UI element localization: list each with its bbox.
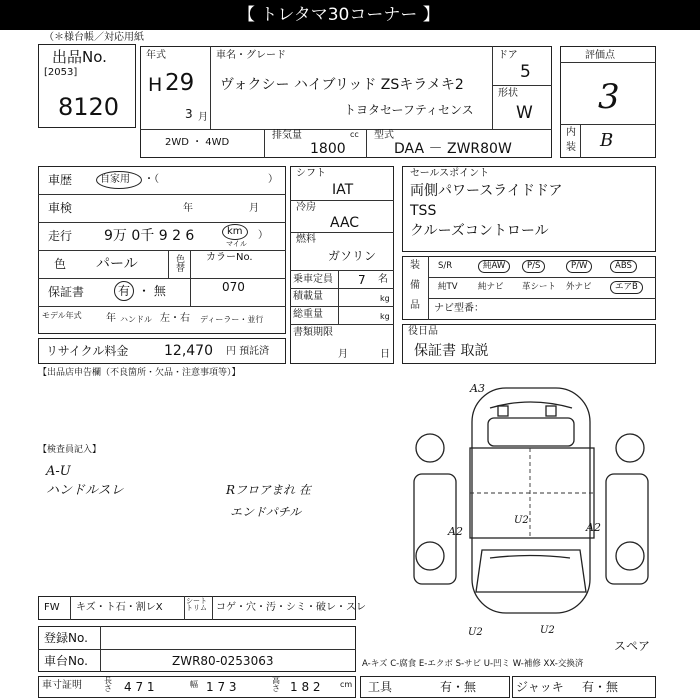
mileage-unit2: マイル [226, 240, 247, 248]
month-value: 3 [185, 107, 193, 121]
history-close: ） [268, 174, 278, 185]
notes-label: 役日品 [408, 326, 438, 337]
jack-label: ジャッキ [516, 680, 564, 694]
equip-label-3: 品 [410, 300, 420, 311]
mileage-unit: km [227, 226, 243, 237]
equipment-item: エアB [610, 281, 643, 294]
jack-value: 有・無 [582, 680, 619, 694]
mileage-paren: ） [258, 230, 268, 241]
equipment-item: P/W [566, 260, 592, 273]
sales-point-1: 両側パワースライドドア [410, 183, 563, 199]
fuel-label: 燃料 [296, 234, 316, 245]
color-swap-label: 色替 [174, 254, 184, 272]
handle-label: ハンドル [120, 315, 152, 324]
shift-label: シフト [296, 168, 326, 179]
form-caption: （＊様台帳／対応用紙 [44, 32, 144, 43]
gross-label: 総重量 [293, 309, 323, 320]
car-damage-diagram [400, 378, 660, 640]
inspector-note-left-2: ハンドルスレ [46, 483, 124, 498]
interior-label-1: 内 [566, 127, 576, 138]
floor-items2: コゲ・穴・汚・シミ・破レ・スレ [216, 602, 366, 613]
height-value: 1 8 2 [290, 680, 321, 694]
warranty-label: 保証書 [48, 285, 85, 299]
sales-point-2: TSS [410, 203, 437, 219]
displacement-value: 1800 [310, 141, 346, 157]
shape-label: 形状 [498, 88, 518, 99]
tools-label: 工具 [368, 680, 393, 694]
navi-model-label: ナビ型番： [434, 303, 484, 314]
header-title: 【 トレタマ30コーナー 】 [238, 5, 440, 25]
ac-value: AAC [330, 215, 360, 231]
equipment-item: 革シート [522, 282, 557, 292]
equip-label-1: 装 [410, 260, 420, 271]
color-no-value: 070 [222, 280, 245, 294]
history-value: 自家用 [100, 174, 130, 185]
lot-label: 出品No. [52, 48, 107, 66]
inspector-note-left-1: A-U [46, 464, 71, 479]
equipment-item: 純AW [478, 260, 510, 273]
car-name-label: 車名・グレード [216, 50, 286, 61]
displacement-unit: cc [350, 130, 359, 139]
equip-label-2: 備 [410, 280, 420, 291]
width-value: 1 7 3 [206, 680, 237, 694]
warranty-rest: ・ 無 [138, 284, 166, 298]
warranty-value: 有 [118, 284, 131, 298]
equipment-item: ABS [610, 260, 637, 273]
floor-label: FW [44, 602, 60, 613]
capacity-unit: 名 [378, 274, 388, 285]
dims-unit: cm [340, 680, 353, 689]
history-dot: ・（ [144, 174, 159, 185]
mark-a2-left: A2 [448, 525, 463, 538]
lot-number: 8120 [58, 93, 120, 121]
color-no-label: カラーNo. [206, 252, 253, 263]
reg-no-label: 登録No. [44, 631, 88, 645]
ac-label: 冷房 [296, 202, 316, 213]
car-name: ヴォクシー ハイブリッド ZSキラメキ2 [220, 77, 464, 93]
equipment-item: S/R [438, 261, 453, 271]
floor-items: キズ・ト石・割レX [76, 602, 163, 613]
registration-label: 書類期限 [293, 327, 333, 338]
gross-unit: kg [380, 312, 390, 321]
mark-u2-center: U2 [514, 515, 529, 526]
inspector-note-right-2: エンドパチル [230, 505, 302, 519]
interior-score: B [600, 130, 614, 151]
inspector-label: 【検査員記入】 [38, 445, 102, 455]
recycle-value: 12,470 [164, 343, 213, 359]
doors-label: ドア [498, 50, 518, 61]
color-value: パール [96, 256, 138, 272]
color-label: 色 [54, 257, 67, 271]
inspection-month: 月 [249, 203, 259, 214]
load-label: 積載量 [293, 291, 323, 302]
sales-points-label: セールスポイント [410, 168, 490, 179]
year-label: 年式 [146, 50, 166, 61]
chassis-value: ZWR80-0253063 [172, 654, 274, 668]
registration-month: 月 [338, 349, 348, 360]
equipment-item: 純ナビ [478, 282, 504, 292]
mark-a2-right: A2 [586, 521, 601, 534]
evaluation-label: 評価点 [585, 50, 615, 61]
year-value: 29 [165, 70, 195, 96]
seller-note-label: 【出品店申告欄（不良箇所・欠品・注意事項等）】 [38, 368, 241, 378]
len-label: 長さ [104, 676, 112, 693]
sales-point-3: クルーズコントロール [410, 223, 549, 239]
displacement-label: 排気量 [272, 130, 302, 141]
dims-label: 車寸証明 [42, 680, 82, 691]
chassis-label: 車台No. [44, 654, 88, 668]
model-value: DAA － ZWR80W [394, 141, 512, 157]
load-unit: kg [380, 294, 390, 303]
mileage-value: 9万 0千 9 2 6 [104, 228, 195, 244]
shape-value: W [516, 103, 533, 123]
interior-label-2: 装 [566, 142, 576, 153]
recycle-unit: 円 預託済 [226, 346, 270, 357]
fuel-value: ガソリン [328, 249, 377, 263]
capacity-label: 乗車定員 [293, 274, 333, 285]
damage-legend: A-キズ C-腐食 E-エクボ S-サビ U-凹ミ W-補修 XX-交換済 [362, 659, 584, 669]
handle-value: 左・右 [160, 313, 190, 324]
dealer-label: ディーラー・並行 [200, 315, 264, 324]
equipment-item: 外ナビ [566, 282, 592, 292]
equipment-item: P/S [522, 260, 545, 273]
drive-type: 2WD ・ 4WD [165, 137, 230, 148]
inspector-note-right-1: Rフロアまれ 在 [226, 483, 311, 497]
tools-value: 有・無 [440, 680, 477, 694]
evaluation-score: 3 [598, 77, 620, 117]
month-unit: 月 [198, 112, 208, 123]
mark-a3: A3 [470, 382, 485, 395]
year-era: H [148, 74, 163, 96]
registration-day: 日 [380, 349, 390, 360]
model-year-value: 年 [106, 313, 116, 324]
recycle-label: リサイクル料金 [46, 344, 129, 358]
inspection-year: 年 [183, 203, 193, 214]
height-label: 高さ [272, 676, 280, 693]
car-subgrade: トヨタセーフティセンス [344, 103, 474, 117]
notes-value: 保証書 取説 [414, 343, 489, 359]
model-label: 型式 [374, 130, 394, 141]
equipment-item: 純TV [438, 282, 458, 292]
len-value: 4 7 1 [124, 680, 155, 694]
mileage-label: 走行 [48, 229, 73, 243]
mark-u2-rear-right: U2 [540, 625, 555, 636]
capacity-value: 7 [358, 273, 366, 287]
floor-label2: シートトリム [186, 597, 207, 612]
width-label: 幅 [190, 680, 198, 689]
spare-label: スペア [614, 639, 651, 653]
model-year-label: モデル年式 [42, 311, 82, 320]
doors-value: 5 [520, 62, 531, 82]
inspection-label: 車検 [48, 201, 73, 215]
shift-value: IAT [332, 182, 354, 198]
mark-u2-rear-left: U2 [468, 627, 483, 638]
history-label: 車歴 [48, 173, 73, 187]
lot-stamp: [2053] [44, 67, 78, 78]
